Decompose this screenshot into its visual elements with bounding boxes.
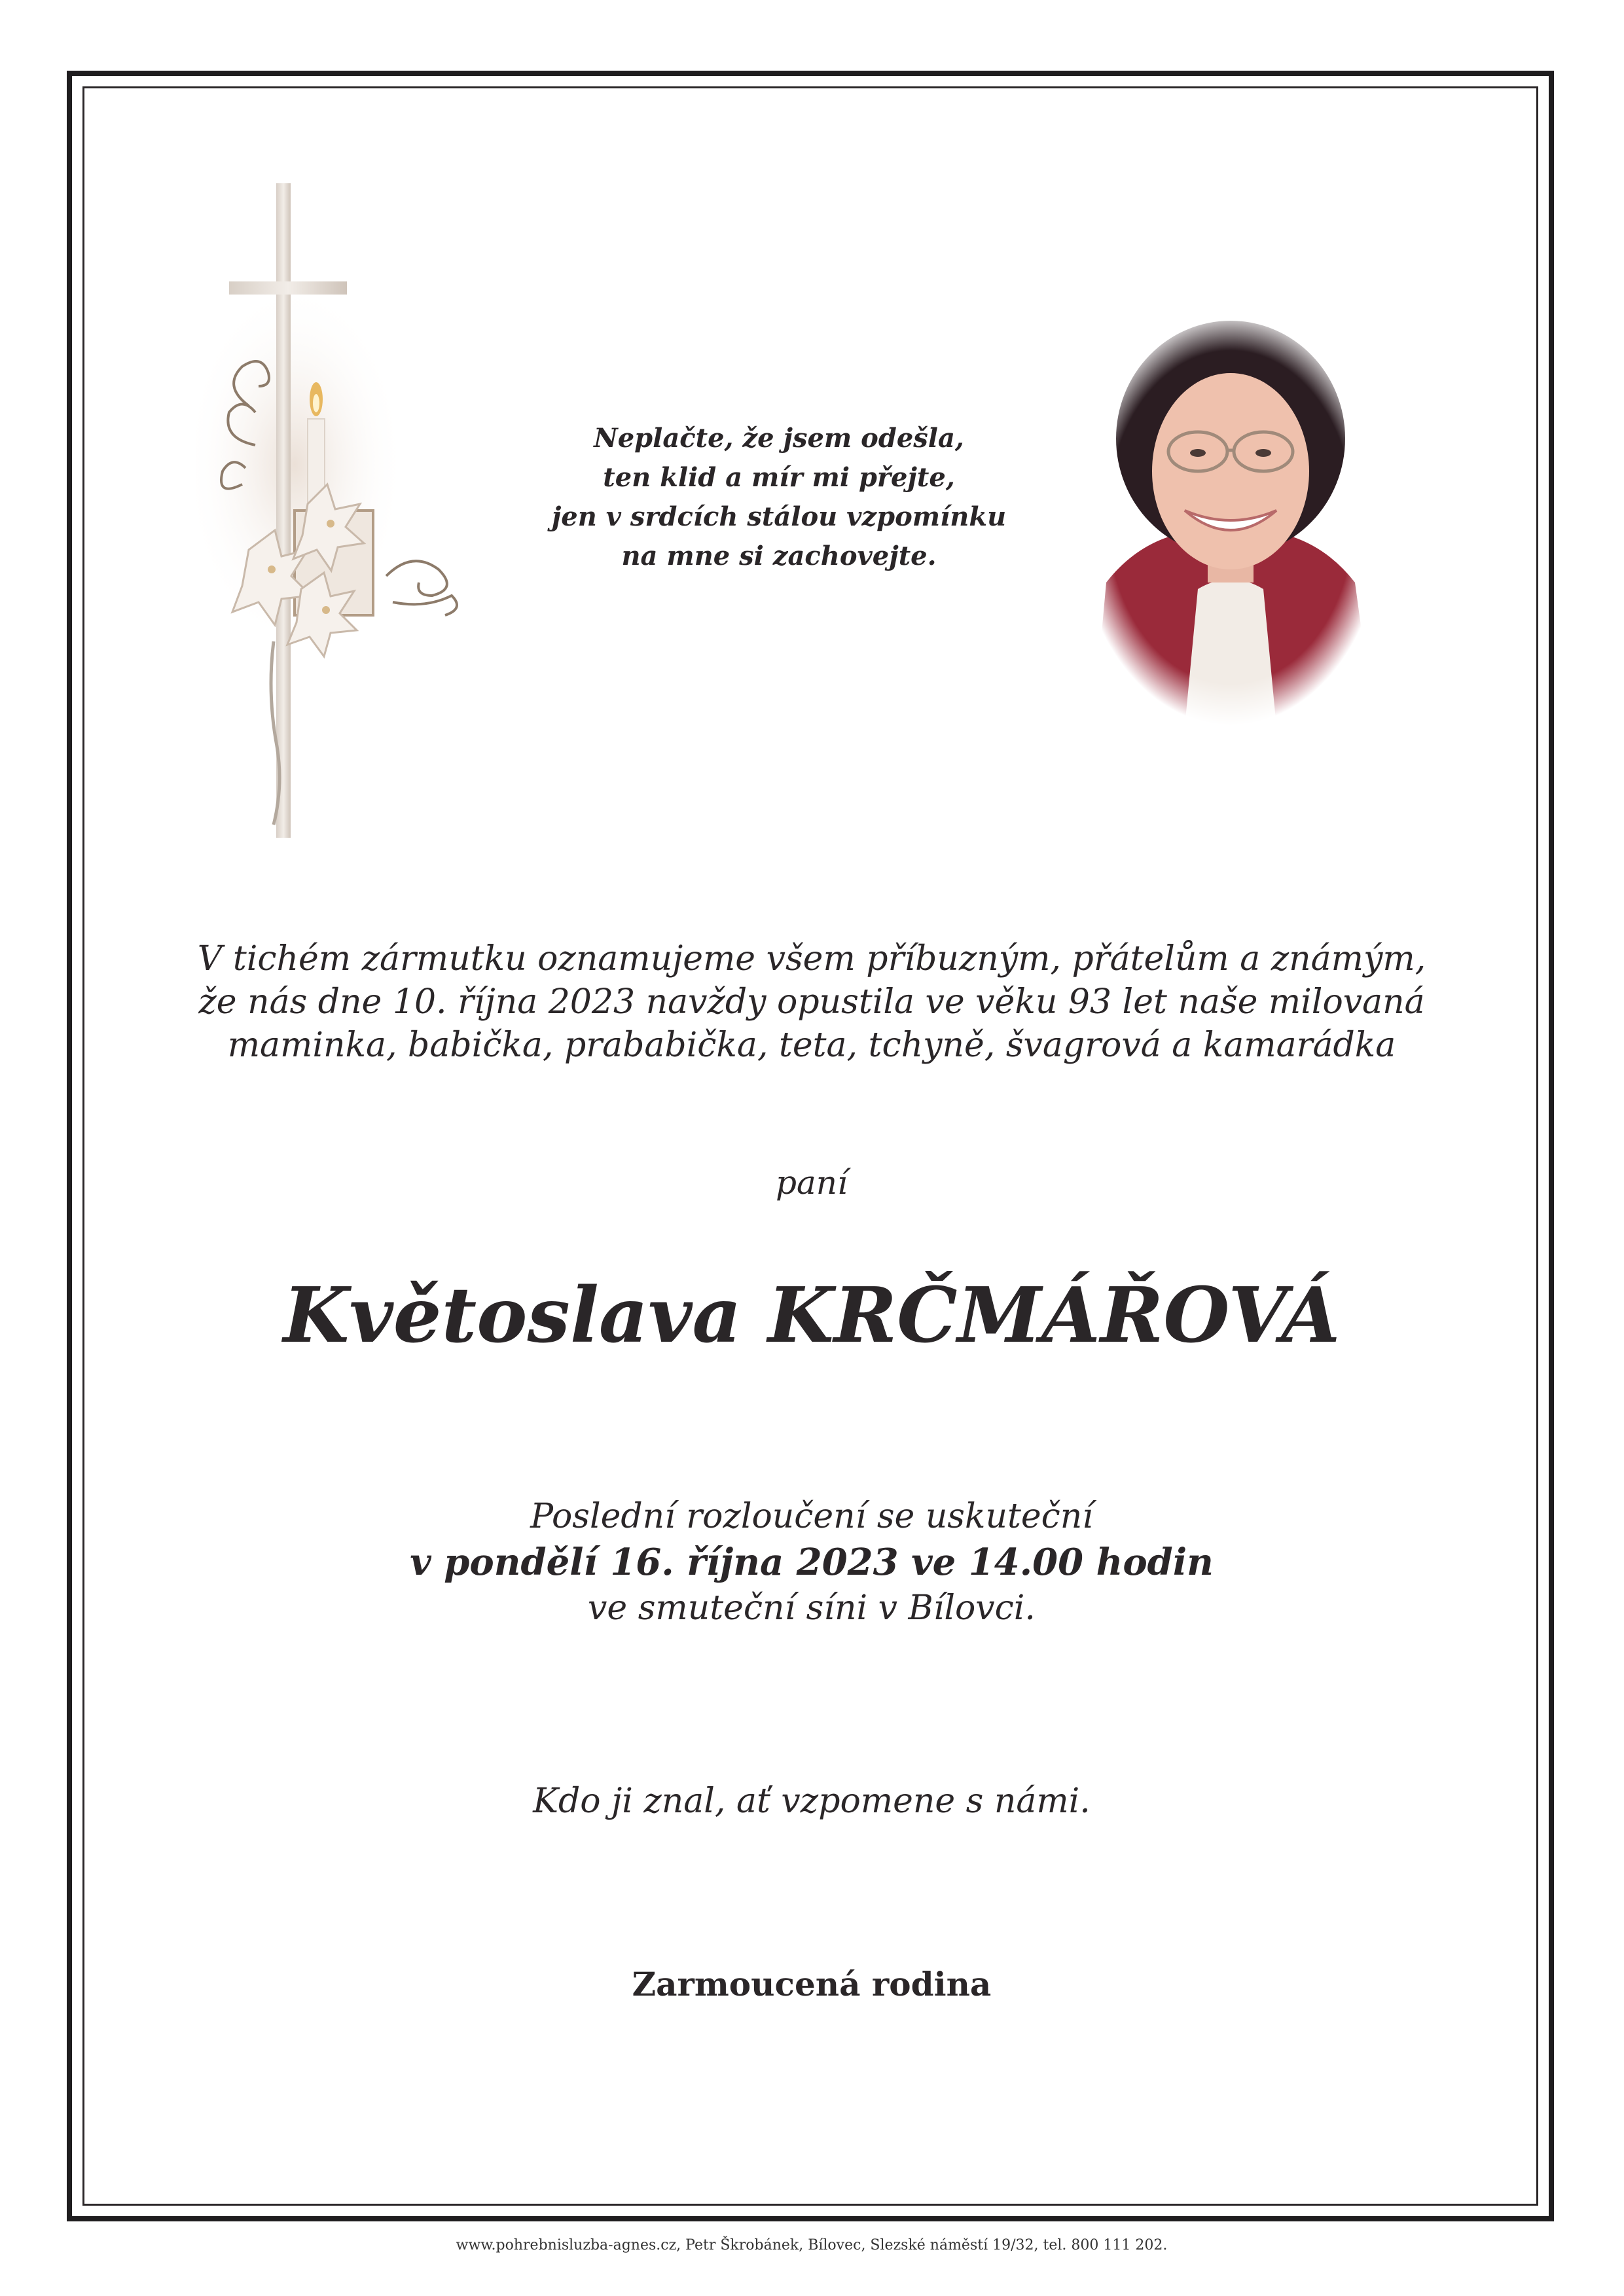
funeral-place: ve smuteční síni v Bílovci.: [588, 1588, 1036, 1628]
deceased-name: Květoslava KRČMÁŘOVÁ: [283, 1271, 1341, 1360]
funeral-date: v pondělí 16. října 2023 ve 14.00 hodin: [410, 1541, 1214, 1584]
footer-contact: www.pohrebnisluzba-agnes.cz, Petr Škrobánek, Bílovec, Slezské náměstí 19/32, tel. 800 111 202.: [456, 2237, 1168, 2253]
funeral-intro: Poslední rozloučení se uskuteční: [530, 1497, 1093, 1536]
funeral-info: [157, 1494, 1466, 1631]
verse-line: jen v srdcích stálou vzpomínku: [551, 501, 1007, 532]
announcement-line: maminka, babička, prababička, teta, tchyně, švagrová a kamarádka: [227, 1026, 1396, 1065]
verse-line: ten klid a mír mi přejte,: [603, 462, 955, 493]
announcement: [157, 937, 1466, 1067]
announcement-line: že nás dne 10. října 2023 navždy opustila ve věku 93 let naše milovaná: [198, 982, 1425, 1022]
verse: [524, 419, 1034, 576]
cross-candle-lily-icon: [196, 183, 511, 851]
announcement-line: V tichém zármutku oznamujeme všem příbuzným, přátelům a známým,: [197, 939, 1426, 978]
verse-line: Neplačte, že jsem odešla,: [594, 423, 964, 454]
verse-line: na mne si zachovejte.: [621, 541, 937, 571]
honorific: paní: [775, 1164, 848, 1202]
remember-line: Kdo ji znal, ať vzpomene s námi.: [533, 1782, 1091, 1821]
portrait-photo: [1074, 308, 1388, 726]
family-signature: Zarmoucená rodina: [632, 1965, 992, 2003]
